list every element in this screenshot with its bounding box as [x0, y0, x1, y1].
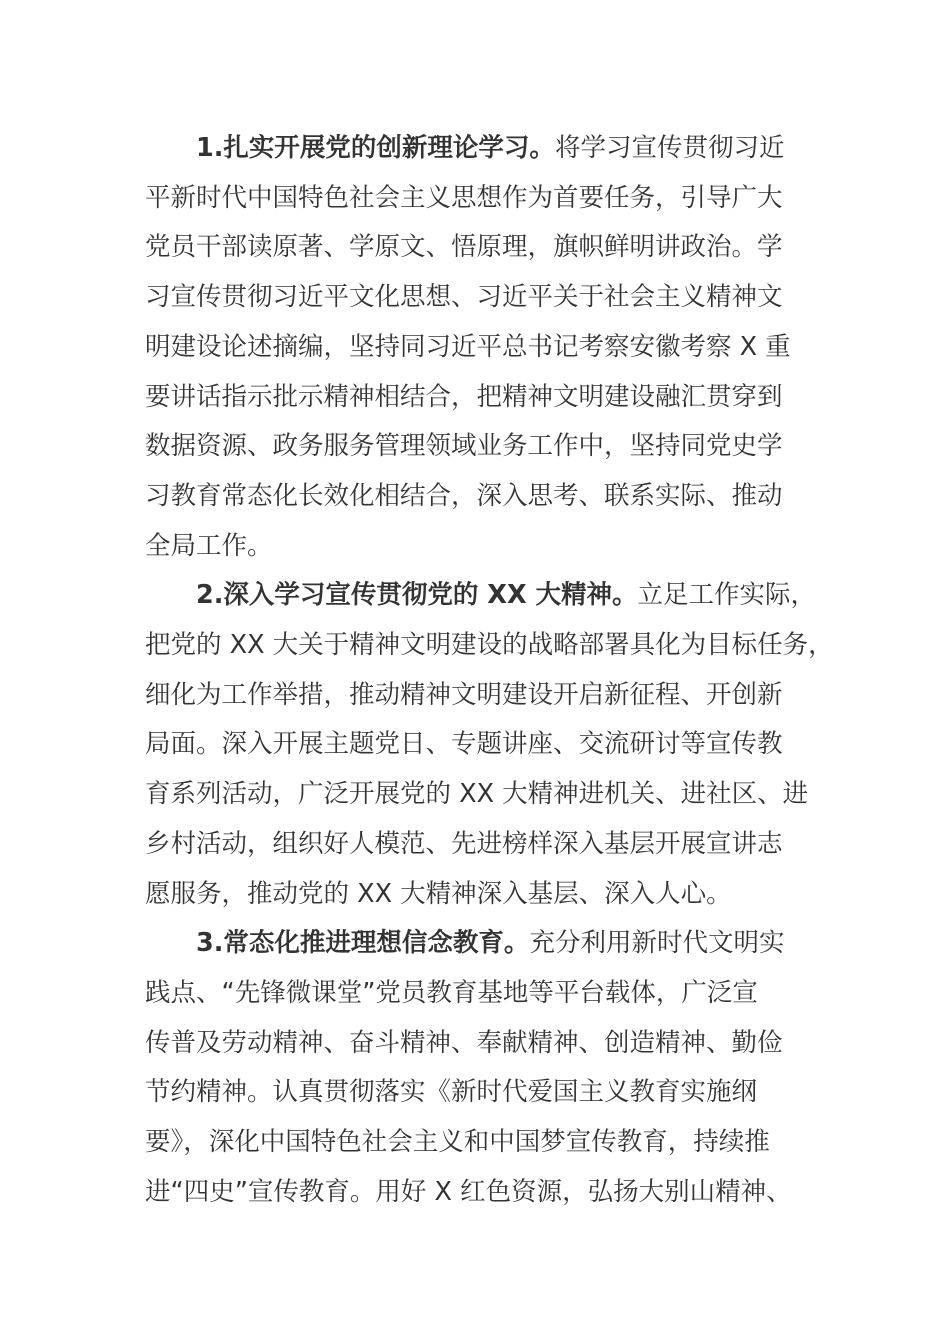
paragraph-line: 节约精神。认真贯彻落实《新时代爱国主义教育实施纲 — [145, 1077, 758, 1108]
paragraph-line: 全局工作。 — [145, 530, 273, 561]
paragraph-line: 进“四史”宣传教育。用好 X 红色资源，弘扬大别山精神、 — [145, 1176, 792, 1207]
paragraph-line: 明建设论述摘编，坚持同习近平总书记考察安徽考察 X 重 — [145, 331, 791, 362]
paragraph-line — [196, 571, 835, 621]
paragraph-line: 要》，深化中国特色社会主义和中国梦宣传教育，持续推 — [145, 1127, 770, 1158]
paragraph-line: 平新时代中国特色社会主义思想作为首要任务，引导广大 — [145, 182, 783, 213]
paragraph-line: 细化为工作举措，推动精神文明建设开启新征程、开创新 — [145, 679, 783, 710]
paragraph-text: 充分利用新时代文明实 — [529, 928, 785, 959]
paragraph-heading: 2.深入学习宣传贯彻党的 XX 大精神。 — [196, 580, 638, 611]
paragraph-line — [196, 124, 835, 174]
paragraph-heading: 3.常态化推进理想信念教育。 — [196, 928, 530, 959]
paragraph-line: 习教育常态化长效化相结合，深入思考、联系实际、推动 — [145, 480, 783, 511]
paragraph-line: 传普及劳动精神、奋斗精神、奉献精神、创造精神、勤俭 — [145, 1027, 783, 1058]
paragraph-3 — [145, 919, 835, 1217]
paragraph-line: 育系列活动，广泛开展党的 XX 大精神进机关、进社区、进 — [145, 779, 809, 810]
paragraph-line: 愿服务，推动党的 XX 大精神深入基层、深入人心。 — [145, 878, 732, 909]
paragraph-1 — [145, 124, 835, 571]
paragraph-line: 数据资源、政务服务管理领域业务工作中，坚持同党史学 — [145, 431, 783, 462]
paragraph-line: 局面。深入开展主题党日、专题讲座、交流研讨等宣传教 — [145, 729, 783, 760]
paragraph-line — [196, 919, 835, 969]
paragraph-line: 把党的 XX 大关于精神文明建设的战略部署具化为目标任务， — [145, 630, 834, 661]
paragraph-text: 立足工作实际， — [637, 580, 817, 611]
paragraph-line: 践点、“先锋微课堂”党员教育基地等平台载体，广泛宣 — [145, 977, 758, 1008]
paragraph-heading: 1.扎实开展党的创新理论学习。 — [196, 133, 555, 163]
paragraph-line: 党员干部读原著、学原文、悟原理，旗帜鲜明讲政治。学 — [145, 232, 783, 263]
paragraph-line: 习宣传贯彻习近平文化思想、习近平关于社会主义精神文 — [145, 282, 783, 313]
paragraph-text: 将学习宣传贯彻习近 — [554, 133, 785, 163]
paragraph-2 — [145, 571, 835, 919]
paragraph-line: 要讲话指示批示精神相结合，把精神文明建设融汇贯穿到 — [145, 381, 783, 412]
document-body — [145, 124, 835, 1217]
paragraph-line: 乡村活动，组织好人模范、先进榜样深入基层开展宣讲志 — [145, 828, 783, 859]
